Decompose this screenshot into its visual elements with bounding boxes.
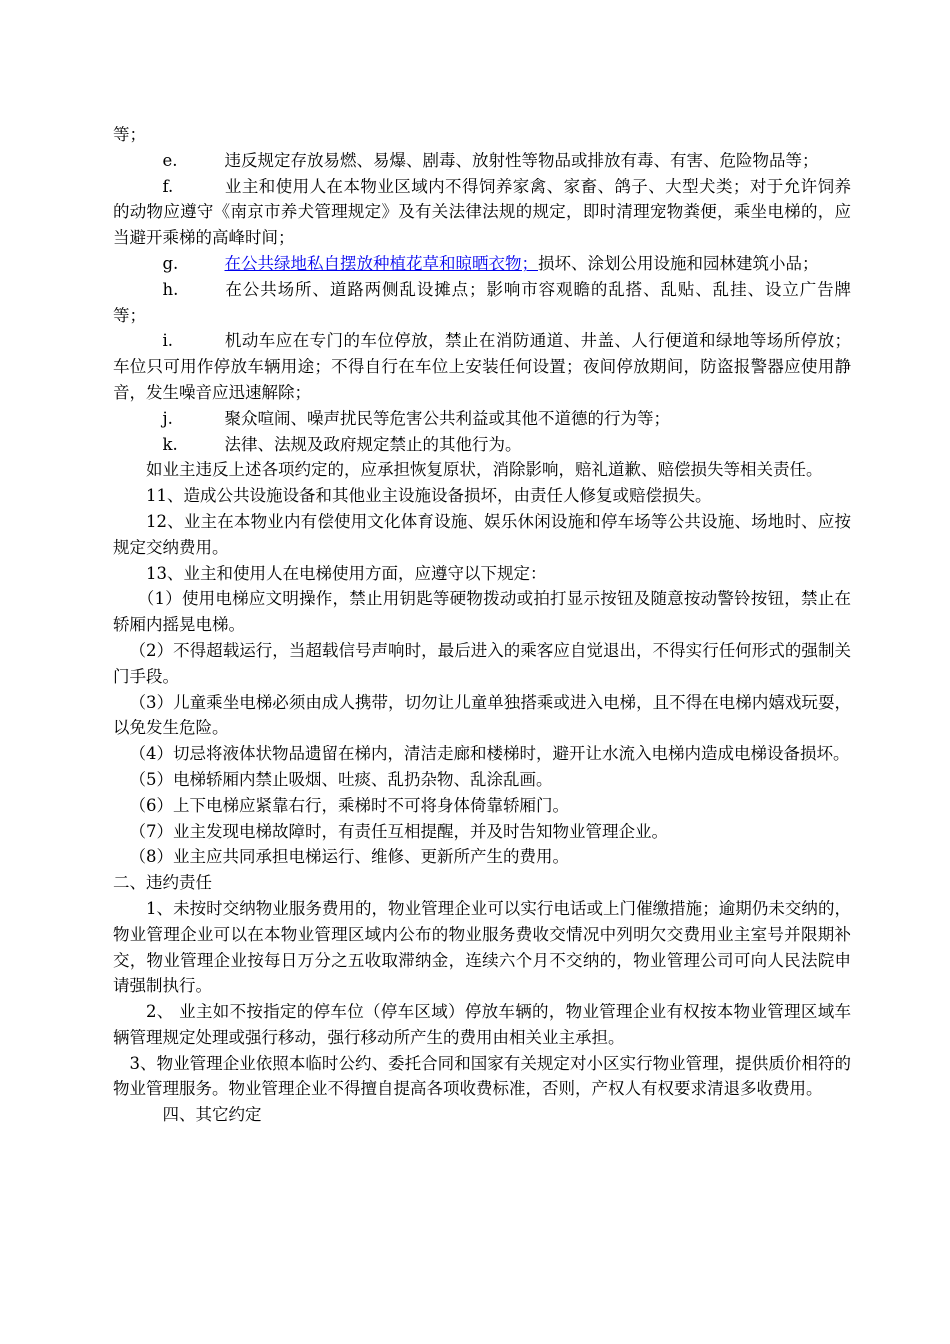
section-heading-4: 四、其它约定 <box>162 1105 262 1125</box>
list-text-h: 在公共场所、道路两侧乱设摊点；影响市容观瞻的乱搭、乱贴、乱挂、设立广告牌等； <box>113 279 851 325</box>
list-marker-h: h. <box>162 279 179 299</box>
list-text-i: 机动车应在专门的车位停放，禁止在消防通道、井盖、人行便道和绿地等场所停放；车位只可用作停放车辆用途；不得自行在车位上安装任何设置；夜间停放期间，防盗报警器应使用静音，发生噪音应迅速解除； <box>113 331 851 402</box>
item-13: 13、业主和使用人在电梯使用方面，应遵守以下规定： <box>146 563 547 583</box>
list-marker-i: i. <box>162 331 174 351</box>
list-text-g: 损坏、涂划公用设施和园林建筑小品； <box>538 253 819 273</box>
item-11: 11、造成公共设施设备和其他业主设施设备损坏，由责任人修复或赔偿损失。 <box>146 486 712 506</box>
lift-rule-7: （7）业主发现电梯故障时，有责任互相提醒，并及时告知物业管理企业。 <box>129 821 668 841</box>
list-text-f: 业主和使用人在本物业区域内不得饲养家禽、家畜、鸽子、大型犬类；对于允许饲养的动物应遵守《南京市养犬管理规定》及有关法律法规的规定，即时清理宠物粪便，乘坐电梯的，应当避开乘梯的高峰时间； <box>113 176 851 248</box>
list-item-g <box>113 251 851 277</box>
list-item-e <box>113 148 851 174</box>
list-marker-g: g. <box>162 253 179 273</box>
liability-item-2: 2、 业主如不按指定的停车位（停车区域）停放车辆的，物业管理企业有权按本物业管理区域车辆管理规定处理或强行移动，强行移动所产生的费用由相关业主承担。 <box>113 1002 851 1047</box>
list-marker-f: f. <box>162 176 174 196</box>
list-item-f <box>113 174 851 251</box>
liability-item-1: 1、未按时交纳物业服务费用的，物业管理企业可以实行电话或上门催缴措施；逾期仍未交纳的，物业管理企业可以在本物业管理区域内公布的物业服务费收交情况中列明欠交费用业主室号并限期补交，物业管理企业按每日万分之五收取滞纳金，连续六个月不交纳的，物业管理公司可向人民法院申请强制执行。 <box>113 898 851 996</box>
list-text-e: 违反规定存放易燃、易爆、剧毒、放射性等物品或排放有毒、有害、危险物品等； <box>224 150 819 170</box>
lift-rule-2: （2）不得超载运行，当超载信号声响时，最后进入的乘客应自觉退出，不得实行任何形式的强制关门手段。 <box>113 640 851 686</box>
lift-rule-5: （5）电梯轿厢内禁止吸烟、吐痰、乱扔杂物、乱涂乱画。 <box>129 769 553 789</box>
list-item-h <box>113 277 851 329</box>
lift-rule-1: （1）使用电梯应文明操作，禁止用钥匙等硬物拨动或拍打显示按钮及随意按动警铃按钮，禁止在轿厢内摇晃电梯。 <box>113 589 851 635</box>
section-heading-2: 二、违约责任 <box>113 873 212 893</box>
liability-item-3: 3、物业管理企业依照本临时公约、委托合同和国家有关规定对小区实行物业管理，提供质价相符的物业管理服务。物业管理企业不得擅自提高各项收费标准，否则，产权人有权要求清退多收费用。 <box>113 1053 851 1099</box>
list-item-j <box>113 406 851 432</box>
list-marker-j: j. <box>162 408 173 428</box>
list-text-k: 法律、法规及政府规定禁止的其他行为。 <box>224 434 522 454</box>
list-marker-e: e. <box>162 150 178 170</box>
violation-paragraph: 如业主违反上述各项约定的，应承担恢复原状，消除影响，赔礼道歉、赔偿损失等相关责任。 <box>146 460 823 480</box>
lift-rule-6: （6）上下电梯应紧靠右行，乘梯时不可将身体倚靠轿厢门。 <box>129 795 569 815</box>
lift-rule-3: （3）儿童乘坐电梯必须由成人携带，切勿让儿童单独搭乘或进入电梯，且不得在电梯内嬉戏玩耍，以免发生危险。 <box>113 692 851 738</box>
document-body <box>113 122 851 1128</box>
list-marker-k: k. <box>162 434 178 454</box>
list-text-j: 聚众喧闹、噪声扰民等危害公共利益或其他不道德的行为等； <box>224 408 670 428</box>
lift-rule-4: （4）切忌将液体状物品遗留在梯内，清洁走廊和楼梯时，避开让水流入电梯内造成电梯设备损坏。 <box>129 744 850 764</box>
item-12: 12、业主在本物业内有偿使用文化体育设施、娱乐休闲设施和停车场等公共设施、场地时、应按规定交纳费用。 <box>113 511 851 557</box>
list-item-k <box>113 432 851 458</box>
list-link-g[interactable]: 在公共绿地私自摆放种植花草和晾晒衣物； <box>224 253 538 273</box>
lift-rule-8: （8）业主应共同承担电梯运行、维修、更新所产生的费用。 <box>129 847 569 867</box>
paragraph-continuation: 等； <box>113 125 146 144</box>
list-item-i <box>113 328 851 405</box>
